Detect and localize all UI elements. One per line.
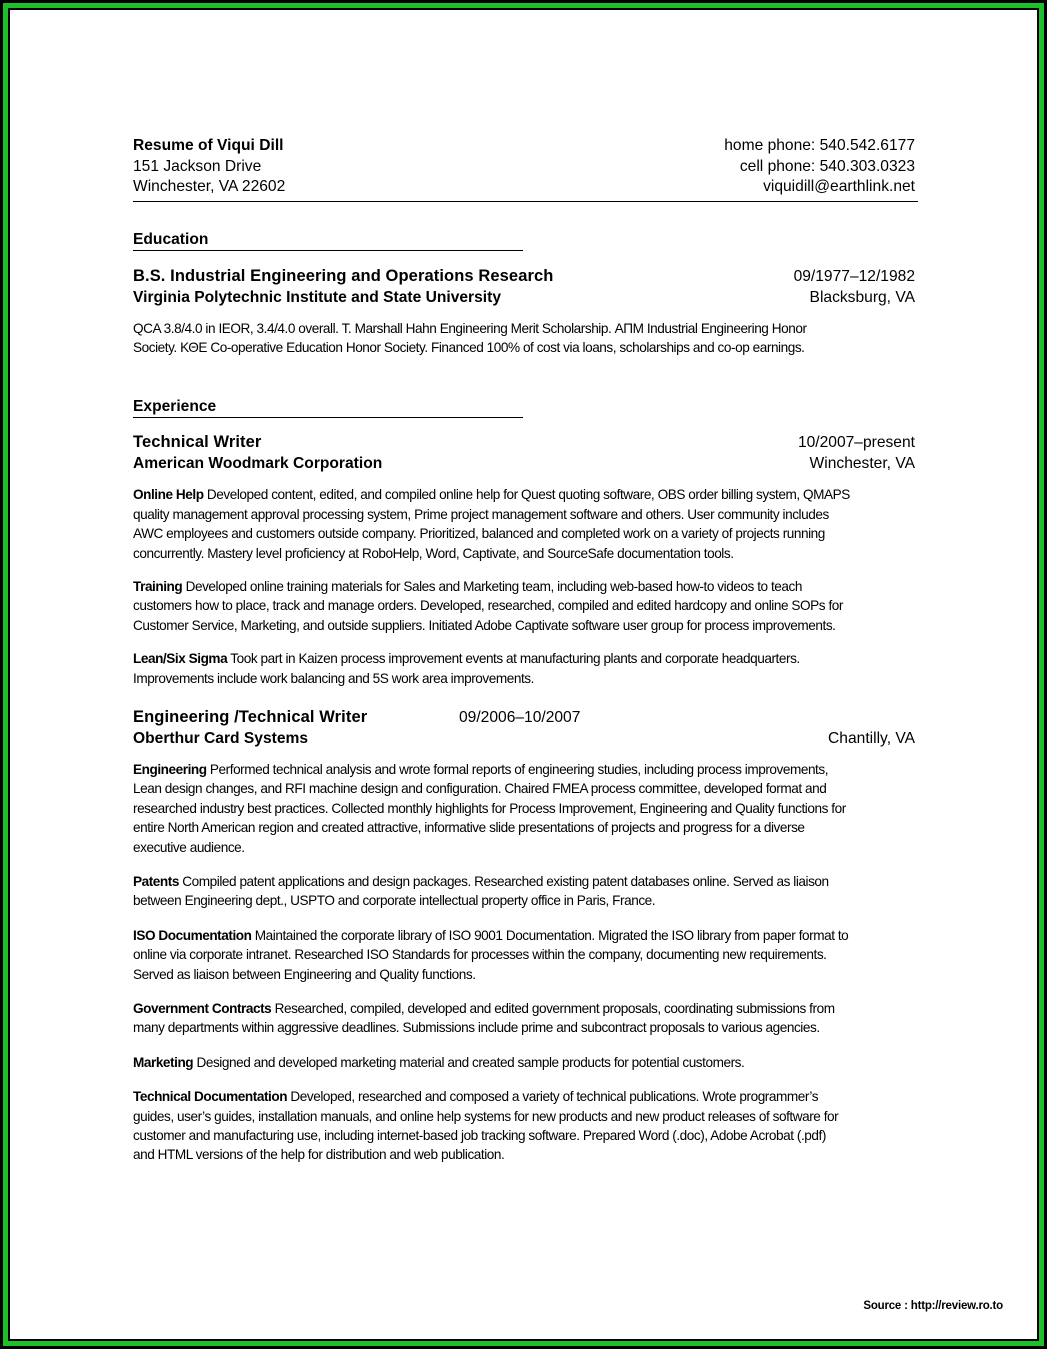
job2-title-row <box>133 707 915 728</box>
address-line-1: 151 Jackson Drive <box>133 157 262 175</box>
paragraph-text: Performed technical analysis and wrote formal reports of engineering studies, including process improvements, <box>206 761 829 777</box>
paragraph-text: concurrently. Mastery level proficiency at RoboHelp, Word, Captivate, and SourceSafe documentation tools. <box>133 545 734 561</box>
resume-page <box>133 136 915 1165</box>
job2-company-row <box>133 728 915 749</box>
paragraph-text: executive audience. <box>133 839 245 855</box>
job2-engineering <box>133 760 915 857</box>
paragraph-label: Government Contracts <box>133 1001 272 1017</box>
job2-technical-documentation <box>133 1087 915 1165</box>
home-phone: home phone: 540.542.6177 <box>724 137 915 154</box>
source-credit: Source : http://review.ro.to <box>863 1300 1003 1312</box>
job2-title: Engineering /Technical Writer <box>133 707 368 726</box>
paragraph-label: Marketing <box>133 1054 194 1070</box>
job2-company: Oberthur Card Systems <box>133 729 309 747</box>
address-line-2: Winchester, VA 22602 <box>133 178 286 195</box>
paragraph-text: guides, user’s guides, installation manuals, and online help systems for new products and new product releases of software for <box>133 1108 839 1124</box>
education-degree-row <box>133 266 915 287</box>
paragraph-text: Compiled patent applications and design packages. Researched existing patent databases online. Served as liaison <box>178 874 829 889</box>
job2-dates: 09/2006–10/2007 <box>459 708 581 726</box>
paragraph-text: online via corporate intranet. Researched ISO Standards for processes within the company, documenting new requirements. <box>133 947 827 963</box>
education-details <box>133 319 915 358</box>
paragraph-text: Improvements include work balancing and 5S work area improvements. <box>133 670 534 686</box>
job1-title: Technical Writer <box>133 433 262 452</box>
job2-government-contracts <box>133 999 915 1038</box>
paragraph-text: Developed content, edited, and compiled online help for Quest quoting software, OBS order billing system, QMAPS <box>203 487 850 503</box>
job1-company: American Woodmark Corporation <box>133 455 383 473</box>
paragraph-text: quality management approval processing system, Prime project management software and others. User community includes <box>133 506 829 522</box>
job1-lean-six-sigma <box>133 649 915 688</box>
paragraph-label: Training <box>133 578 183 594</box>
email: viquidill@earthlink.net <box>763 178 915 195</box>
job2-marketing <box>133 1053 915 1072</box>
degree: B.S. Industrial Engineering and Operations Research <box>133 266 554 285</box>
paragraph-label: Lean/Six Sigma <box>133 651 228 667</box>
resume-title: Resume of Viqui Dill <box>133 137 284 154</box>
education-location: Blacksburg, VA <box>809 288 915 306</box>
paragraph-text: Served as liaison between Engineering and Quality functions. <box>133 966 476 982</box>
job1-dates: 10/2007–present <box>797 434 915 452</box>
paragraph-text: researched industry best practices. Collected monthly highlights for Process Improvement, Engineering and Quality functions for <box>133 800 846 816</box>
paragraph-label: ISO Documentation <box>133 927 252 943</box>
cell-phone: cell phone: 540.303.0323 <box>739 157 915 175</box>
school: Virginia Polytechnic Institute and State University <box>133 288 501 306</box>
paragraph-text: Developed online training materials for Sales and Marketing team, including web-based how-to videos to teach <box>182 578 802 594</box>
paragraph-label: Online Help <box>133 487 204 503</box>
education-school-row <box>133 287 915 308</box>
paragraph-text: Researched, compiled, developed and edited government proposals, coordinating submissions from <box>271 1001 835 1017</box>
paragraph-text: many departments within aggressive deadlines. Submissions include prime and subcontract proposals to various agencies. <box>133 1020 820 1036</box>
paragraph-text: Customer Service, Marketing, and outside suppliers. Initiated Adobe Captivate software user group for process improvements. <box>133 617 836 633</box>
paragraph-text: and HTML versions of the help for distribution and web publication. <box>133 1147 505 1163</box>
job2-location: Chantilly, VA <box>828 729 915 747</box>
paragraph-text: Designed and developed marketing material and created sample products for potential customers. <box>193 1054 745 1070</box>
job2-patents <box>133 872 915 911</box>
education-details-line: Society. ΚΘΕ Co-operative Education Honor Society. Financed 100% of cost via loans, scholarships and co-op earnings. <box>133 339 805 355</box>
education-details-line: QCA 3.8/4.0 in IEOR, 3.4/4.0 overall. T. Marshall Hahn Engineering Merit Scholarship. ΑΠΜ Industrial Engineering Honor <box>133 320 807 336</box>
resume-header <box>133 136 915 198</box>
paragraph-text: Developed, researched and composed a variety of technical publications. Wrote programmer’s <box>287 1089 819 1105</box>
contact-right <box>724 136 915 198</box>
experience-heading: Experience <box>133 397 523 418</box>
job1-company-row <box>133 453 915 474</box>
paragraph-label: Engineering <box>133 761 207 777</box>
paragraph-label: Patents <box>133 874 179 889</box>
education-dates: 09/1977–12/1982 <box>793 267 915 285</box>
job1-online-help <box>133 485 915 563</box>
education-heading: Education <box>133 230 523 251</box>
job1-training <box>133 577 915 635</box>
paragraph-label: Technical Documentation <box>133 1089 288 1105</box>
paragraph-text: AWC employees and customers outside company. Prioritized, balanced and completed work on a variety of projects running <box>133 526 825 542</box>
paragraph-text: Lean design changes, and RFI machine design and configuration. Chaired FMEA process committee, developed format and <box>133 781 827 797</box>
job1-title-row <box>133 432 915 453</box>
contact-left <box>133 136 285 198</box>
paragraph-text: customers how to place, track and manage orders. Developed, researched, compiled and edited hardcopy and online SOPs for <box>133 598 843 614</box>
job1-location: Winchester, VA <box>809 455 915 473</box>
paragraph-text: between Engineering dept., USPTO and corporate intellectual property office in Paris, France. <box>133 893 656 909</box>
job2-iso-documentation <box>133 926 915 984</box>
paragraph-text: Took part in Kaizen process improvement events at manufacturing plants and corporate headquarters. <box>227 651 800 667</box>
paragraph-text: Maintained the corporate library of ISO 9001 Documentation. Migrated the ISO library from paper format to <box>251 927 849 943</box>
paragraph-text: entire North American region and created attractive, informative slide presentations of projects and progress for a diverse <box>133 820 805 836</box>
paragraph-text: customer and manufacturing use, including internet-based job tracking software. Prepared Word (.doc), Adobe Acrobat (.pdf) <box>133 1128 826 1144</box>
